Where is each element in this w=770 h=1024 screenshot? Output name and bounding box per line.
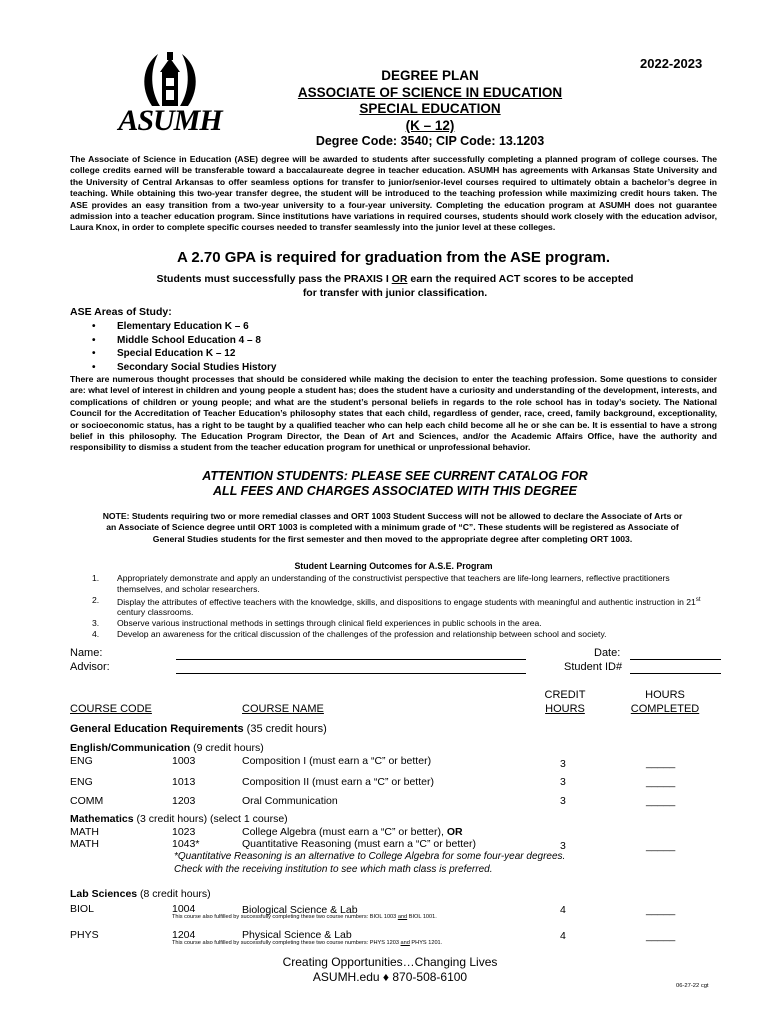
advisor-field[interactable] [176,673,526,674]
slo-item [70,595,717,618]
course-credit: 3 [560,840,566,852]
slo-list [70,573,717,640]
header-course-name: COURSE NAME [242,703,324,715]
slo-text: Develop an awareness for the critical discussion of the challenges of the profession and relationship between school and society. [117,628,607,639]
gen-ed-title: General Education Requirements [70,723,244,735]
hours-completed-blank[interactable]: _____ [646,840,676,852]
math-hours: (3 credit hours) (select 1 course) [133,813,288,825]
slo-number: 1. [92,573,100,583]
areas-list [70,320,277,374]
english-hours: (9 credit hours) [190,742,264,754]
course-dept: ENG [70,776,93,788]
course-credit: 3 [560,795,566,807]
advisor-label: Advisor: [70,661,110,673]
lab-title: Lab Sciences [70,888,138,900]
asumh-logo [112,48,228,140]
logo-text: ASUMH [118,104,222,137]
student-id-field[interactable] [630,673,721,674]
praxis-text-1: Students must successfully pass the PRAXIS I [156,273,392,285]
gpa-requirement: A 2.70 GPA is required for graduation from the ASE program. [176,249,611,266]
course-dept: MATH [70,838,99,850]
area-item: • Special Education K – 12 [70,347,277,361]
note-text: This course also fulfilled by successfully completing these two course numbers: PHYS 1203 [172,940,401,946]
lab-heading [70,888,211,900]
slo-text: Display the attributes of effective teachers with the knowledge, skills, and dispositions to engage students with meaningful and authentic instruction in 21 [117,596,696,607]
course-number: 1004 [172,903,196,915]
course-name [242,826,463,838]
english-heading [70,742,264,754]
slo-heading: Student Learning Outcomes for A.S.E. Program [294,561,493,571]
name-label: Name: [70,647,103,659]
note-text: BIOL 1001. [407,914,437,920]
date-label: Date: [594,647,621,659]
student-id-label: Student ID# [564,661,623,673]
title-line-1: DEGREE PLAN [381,68,479,83]
english-title: English/Communication [70,742,191,754]
praxis-requirement [100,272,690,300]
praxis-text-3: for transfer with junior classification. [302,287,488,299]
course-name: Quantitative Reasoning (must earn a “C” or better) [242,838,477,850]
gen-ed-hours: (35 credit hours) [243,723,327,735]
header-credit: CREDIT [544,689,586,701]
slo-text: Appropriately demonstrate and apply an understanding of the constructivist perspective that teachers are life-long learners, reflective practitioners themselves, and scholar researchers. [117,573,670,594]
course-name: Oral Communication [242,795,338,807]
course-dept: ENG [70,755,93,767]
or-label: OR [446,826,463,838]
attention-notice [120,469,670,499]
course-name: Biological Science & Lab [242,904,358,916]
attention-line-2: ALL FEES AND CHARGES ASSOCIATED WITH THIS DEGREE [213,484,577,498]
course-number: 1013 [172,776,196,788]
areas-heading: ASE Areas of Study: [70,306,172,318]
course-credit: 4 [560,930,566,942]
area-item: • Secondary Social Studies History [70,361,277,375]
title-line-4: (K – 12) [405,118,455,133]
course-dept: PHYS [70,929,99,941]
course-number: 1023 [172,826,196,838]
course-credit: 4 [560,904,566,916]
note-text: PHYS 1201. [409,940,443,946]
praxis-text-2: earn the required ACT scores to be accepted [407,273,634,285]
date-field[interactable] [630,659,721,660]
hours-completed-blank[interactable]: _____ [646,930,676,942]
course-name: Composition I (must earn a “C” or better) [242,755,432,767]
note-text: This course also fulfilled by successfully completing these two course numbers: BIOL 1003 [172,914,398,920]
math-note-2: Check with the receiving institution to see which math class is preferred. [174,864,493,875]
name-field[interactable] [176,659,526,660]
degree-codes: Degree Code: 3540; CIP Code: 13.1203 [315,134,545,148]
course-dept: BIOL [70,903,94,915]
course-credit: 3 [560,776,566,788]
course-alt-note [172,940,442,946]
course-name: Composition II (must earn a “C” or better) [242,776,434,788]
attention-line-1: ATTENTION STUDENTS: PLEASE SEE CURRENT CATALOG FOR [202,469,588,483]
math-heading [70,813,288,825]
footer [200,955,580,985]
note-and: and [397,914,408,920]
hours-completed-blank[interactable]: _____ [646,795,676,807]
note-and: and [400,940,410,946]
course-number: 1043* [172,838,200,850]
header-credit-hours: HOURS [545,703,585,715]
slo-number: 3. [92,618,100,629]
header-hours: HOURS [645,689,685,701]
remedial-note: NOTE: Students requiring two or more remedial classes and ORT 1003 Student Success will not be allowed to declare the Associate of Arts or an Associate of Science degree until ORT 1003 is completed with a minimum grade of “C”. These students will be registered as Associate of General Studies students for the first semester and then moved to the appropriate degree after completing ORT 1003. [102,511,683,544]
hours-completed-blank[interactable]: _____ [646,904,676,916]
document-id: 06-27-22 cgt [676,983,709,989]
slo-item [70,618,717,629]
lab-hours: (8 credit hours) [137,888,211,900]
footer-contact: ASUMH.edu ♦ 870-508-6100 [312,970,468,984]
slo-sup: st [695,596,701,603]
course-dept: COMM [70,795,104,807]
title-line-2: ASSOCIATE OF SCIENCE IN EDUCATION [297,85,563,100]
slo-number: 4. [92,628,100,639]
course-name: Physical Science & Lab [242,929,352,941]
math-title: Mathematics [70,813,134,825]
bell-tower-icon [112,48,228,108]
intro-paragraph: The Associate of Science in Education (ASE) degree will be awarded to students after successfully completing a planned program of college courses. The college credits earned will be transferable toward a baccalaureate degree in teacher education. ASUMH has agreements with Arkansas State University and the University of Central Arkansas to offer seamless options for transfer to junior/senior-level courses required to ultimately obtain a bachelor’s degree in teaching. While obtaining this two-year transfer degree, the student will be introduced to the teaching profession while maximizing credit hours taken. The ASE provides an easy transition from a two-year university to a four-year university. Completing the education program at ASUMH does not guarantee admission into a teacher education program. Since institutions have variations in required courses, students should work closely with the education advisor, Laura Knox, in order to complete specific courses needed to transfer seamlessly into the junior level at these colleges. [70,154,717,233]
course-dept: MATH [70,826,99,838]
hours-completed-blank[interactable]: _____ [646,776,676,788]
slo-item [70,629,717,640]
slo-number: 2. [92,594,100,605]
slo-text: Observe various instructional methods in settings through clinical field experiences in public schools in the area. [117,618,542,629]
math-note-1: *Quantitative Reasoning is an alternative to College Algebra for some four-year degrees. [174,851,566,862]
course-number: 1003 [172,755,196,767]
footer-slogan: Creating Opportunities…Changing Lives [282,955,498,969]
hours-completed-blank[interactable]: _____ [646,757,676,769]
course-number: 1203 [172,795,196,807]
header-course-code: COURSE CODE [70,703,152,715]
area-item: • Middle School Education 4 – 8 [70,334,277,348]
slo-text: century classrooms. [117,607,194,618]
area-item: • Elementary Education K – 6 [70,320,277,334]
course-alt-note [172,914,437,920]
academic-year: 2022-2023 [640,56,703,71]
course-name-text: College Algebra (must earn a “C” or better), [242,826,447,838]
praxis-or: OR [391,273,408,285]
title-line-3: SPECIAL EDUCATION [359,101,501,116]
course-credit: 3 [560,758,566,770]
thought-paragraph: There are numerous thought processes that should be considered while making the decision to enter the teaching profession. Some questions to consider are: what level of interest in children and young people a student has; does the student have a curiosity and understanding of the development, interests, and complications of children or young people; and what are the student’s personal beliefs in regards to the role school has in today’s society. The National Council for the Accreditation of Teacher Education’s philosophy states that each child, regardless of gender, race, creed, family background, exceptionality, or socioeconomic status, has a right to be taught by a qualified teacher who can help each child become all he or she can be. It is essential to have a strong belief in this philosophy. The Education Program Director, the Dean of Art and Sciences, and/or the Academic Affairs Office, have the authority and responsibility to dismiss a student from the teacher education program for unethical or unprofessional behavior. [70,374,717,453]
slo-item [70,573,717,595]
course-number: 1204 [172,929,196,941]
header-hours-completed: COMPLETED [630,703,700,715]
gen-ed-heading [70,723,327,735]
